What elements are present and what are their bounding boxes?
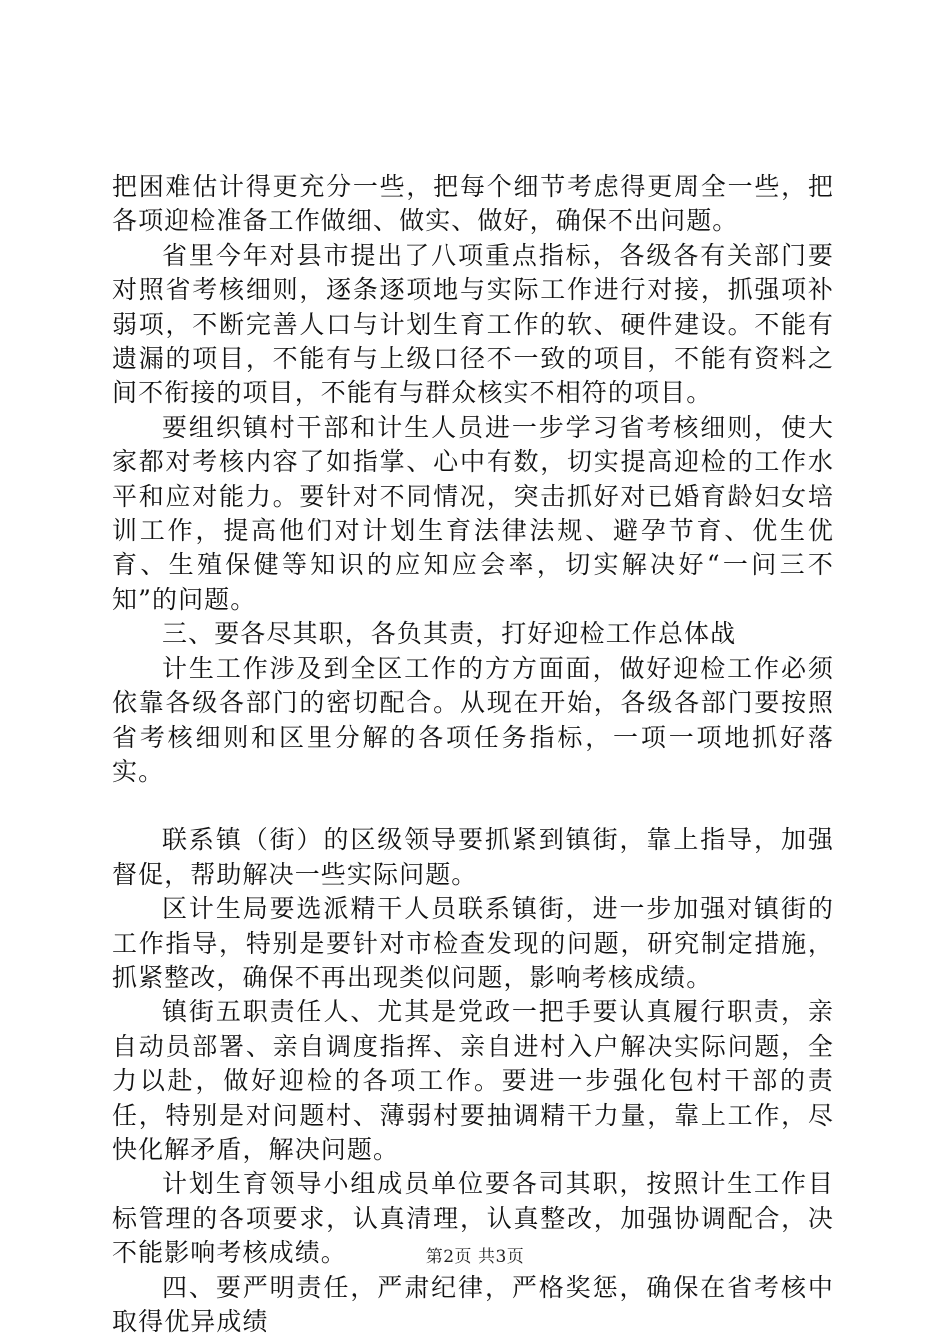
document-body <box>112 170 834 1339</box>
paragraph-district-leaders: 联系镇（街）的区级领导要抓紧到镇街，靠上指导，加强督促，帮助解决一些实际问题。 <box>112 825 834 889</box>
paragraph-key-indicators: 省里今年对县市提出了八项重点指标，各级各有关部门要对照省考核细则，逐条逐项地与实际工作进行对接，抓强项补弱项，不断完善人口与计划生育工作的软、硬件建设。不能有遗漏的项目，不能有与上级口径不一致的项目，不能有资料之间不衔接的项目，不能有与群众核实不相符的项目。 <box>112 240 834 408</box>
paragraph-spacer <box>112 789 834 823</box>
page-number-footer: 第2页 共3页 <box>425 1247 525 1267</box>
paragraph-cooperation: 计生工作涉及到全区工作的方方面面，做好迎检工作必须依靠各级各部门的密切配合。从现在开始，各级各部门要按照省考核细则和区里分解的各项任务指标，一项一项地抓好落实。 <box>112 653 834 786</box>
paragraph-family-planning-bureau: 区计生局要选派精干人员联系镇街，进一步加强对镇街的工作指导，特别是要针对市检查发现的问题，研究制定措施，抓紧整改，确保不再出现类似问题，影响考核成绩。 <box>112 894 834 992</box>
paragraph-member-units: 计划生育领导小组成员单位要各司其职，按照计生工作目标管理的各项要求，认真清理，认真整改，加强协调配合，决不能影响考核成绩。 <box>112 1169 834 1268</box>
section-heading-four: 四、要严明责任，严肃纪律，严格奖惩，确保在省考核中取得优异成绩 <box>112 1272 834 1336</box>
section-heading-three: 三、要各尽其职，各负其责，打好迎检工作总体战 <box>162 619 737 649</box>
paragraph-town-responsibility: 镇街五职责任人、尤其是党政一把手要认真履行职责，亲自动员部署、亲自调度指挥、亲自进村入户解决实际问题，全力以赴，做好迎检的各项工作。要进一步强化包村干部的责任，特别是对问题村、薄弱村要抽调精干力量，靠上工作，尽快化解矛盾，解决问题。 <box>112 997 834 1164</box>
paragraph-continuation: 把困难估计得更充分一些，把每个细节考虑得更周全一些，把各项迎检准备工作做细、做实、做好，确保不出问题。 <box>112 172 834 236</box>
paragraph-training: 要组织镇村干部和计生人员进一步学习省考核细则，使大家都对考核内容了如指掌、心中有数，切实提高迎检的工作水平和应对能力。要针对不同情况，突击抓好对已婚育龄妇女培训工作，提高他们对计划生育法律法规、避孕节育、优生优育、生殖保健等知识的应知应会率，切实解决好“一问三不知”的问题。 <box>112 412 834 614</box>
